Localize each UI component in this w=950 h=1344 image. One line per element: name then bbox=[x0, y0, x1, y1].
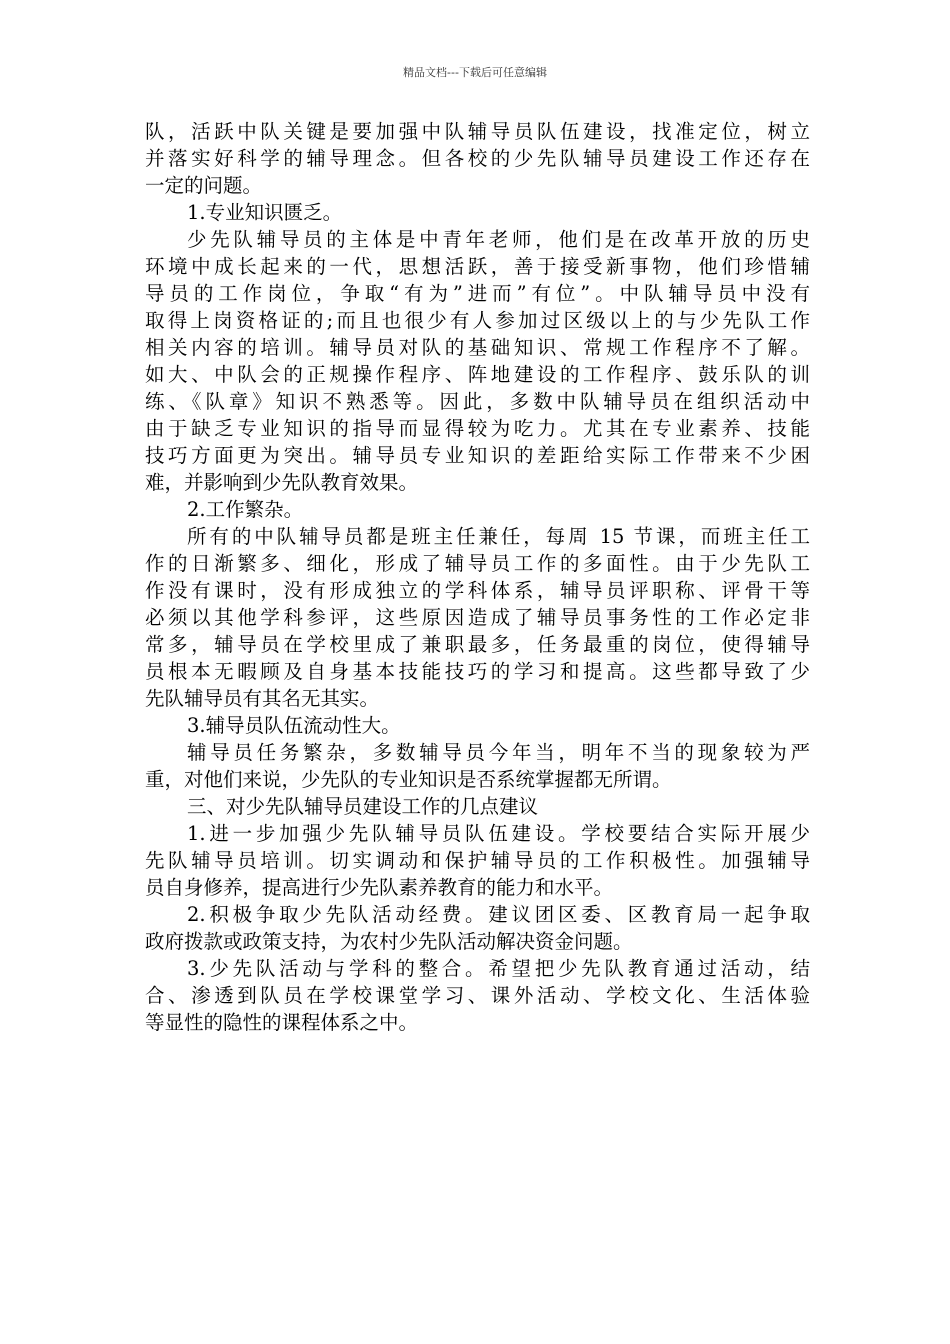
document-body bbox=[145, 118, 810, 1036]
text-line: 导员的工作岗位，争取“有为”进而”有位”。中队辅导员中没有 bbox=[145, 282, 810, 305]
section-heading: 三、对少先队辅导员建设工作的几点建议 bbox=[187, 795, 539, 818]
text-line: 一定的问题。 bbox=[145, 174, 263, 197]
text-line: 练、《队章》知识不熟悉等。因此，多数中队辅导员在组织活动中 bbox=[145, 390, 810, 413]
text-line: 辅导员任务繁杂，多数辅导员今年当，明年不当的现象较为严 bbox=[187, 741, 810, 764]
text-line: 难，并影响到少先队教育效果。 bbox=[145, 471, 419, 494]
text-line: 环境中成长起来的一代，思想活跃，善于接受新事物，他们珍惜辅 bbox=[145, 255, 810, 278]
text-line: 作的日渐繁多、细化，形成了辅导员工作的多面性。由于少先队工 bbox=[145, 552, 810, 575]
text-line: 必须以其他学科参评，这些原因造成了辅导员事务性的工作必定非 bbox=[145, 606, 810, 629]
text-line: 1.进一步加强少先队辅导员队伍建设。学校要结合实际开展少 bbox=[187, 822, 810, 845]
text-line: 作没有课时，没有形成独立的学科体系，辅导员评职称、评骨干等 bbox=[145, 579, 810, 602]
section-heading: 3.辅导员队伍流动性大。 bbox=[187, 714, 401, 737]
text-line: 先队辅导员培训。切实调动和保护辅导员的工作积极性。加强辅导 bbox=[145, 849, 810, 872]
text-line: 2.积极争取少先队活动经费。建议团区委、区教育局一起争取 bbox=[187, 903, 810, 926]
text-line: 所有的中队辅导员都是班主任兼任，每周 15 节课，而班主任工 bbox=[187, 525, 810, 548]
text-line: 3.少先队活动与学科的整合。希望把少先队教育通过活动，结 bbox=[187, 957, 810, 980]
text-line: 由于缺乏专业知识的指导而显得较为吃力。尤其在专业素养、技能 bbox=[145, 417, 810, 440]
page-header: 精品文档---下载后可任意编辑 bbox=[403, 66, 547, 79]
text-line: 少先队辅导员的主体是中青年老师，他们是在改革开放的历史 bbox=[187, 228, 810, 251]
text-line: 合、渗透到队员在学校课堂学习、课外活动、学校文化、生活体验 bbox=[145, 984, 810, 1007]
text-line: 员根本无暇顾及自身基本技能技巧的学习和提高。这些都导致了少 bbox=[145, 660, 810, 683]
text-line: 先队辅导员有其名无其实。 bbox=[145, 687, 380, 710]
section-heading: 1.专业知识匮乏。 bbox=[187, 201, 343, 224]
text-line: 政府拨款或政策支持，为农村少先队活动解决资金问题。 bbox=[145, 930, 633, 953]
text-line: 员自身修养，提高进行少先队素养教育的能力和水平。 bbox=[145, 876, 614, 899]
text-line: 取得上岗资格证的;而且也很少有人参加过区级以上的与少先队工作 bbox=[145, 309, 810, 332]
text-line: 并落实好科学的辅导理念。但各校的少先队辅导员建设工作还存在 bbox=[145, 147, 810, 170]
text-line: 常多，辅导员在学校里成了兼职最多，任务最重的岗位，使得辅导 bbox=[145, 633, 810, 656]
text-line: 相关内容的培训。辅导员对队的基础知识、常规工作程序不了解。 bbox=[145, 336, 810, 359]
text-line: 技巧方面更为突出。辅导员专业知识的差距给实际工作带来不少困 bbox=[145, 444, 810, 467]
text-line: 队，活跃中队关键是要加强中队辅导员队伍建设，找准定位，树立 bbox=[145, 120, 810, 143]
section-heading: 2.工作繁杂。 bbox=[187, 498, 304, 521]
text-line: 等显性的隐性的课程体系之中。 bbox=[145, 1011, 419, 1034]
text-line: 如大、中队会的正规操作程序、阵地建设的工作程序、鼓乐队的训 bbox=[145, 363, 810, 386]
text-line: 重，对他们来说，少先队的专业知识是否系统掌握都无所谓。 bbox=[145, 768, 672, 791]
